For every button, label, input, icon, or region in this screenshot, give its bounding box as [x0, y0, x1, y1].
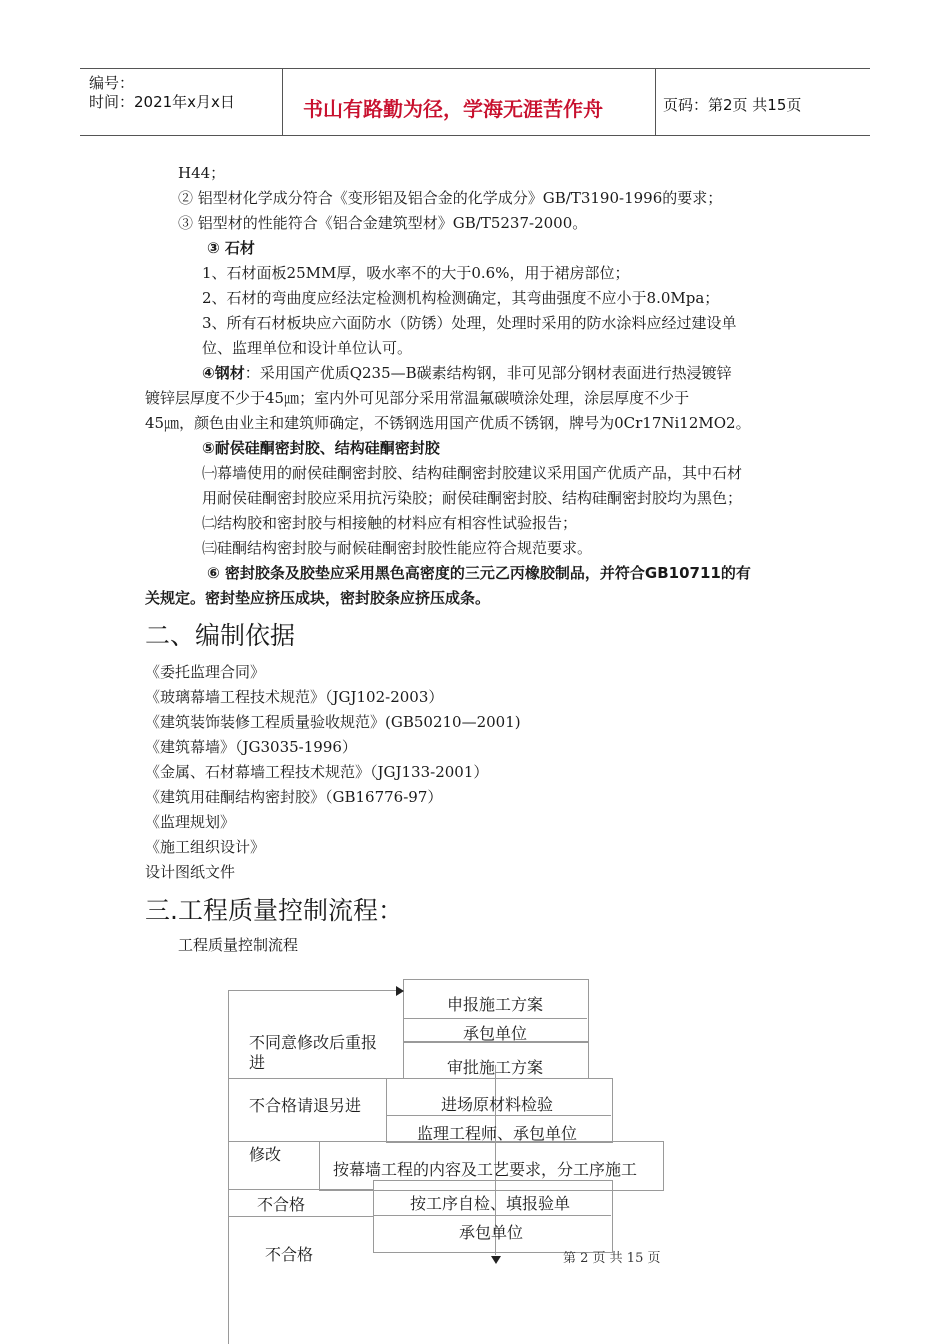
gasket-text-a: ⑥ 密封胶条及胶垫应采用黑色高密度的三元乙丙橡胶制品，并符合GB10711的有 — [207, 564, 751, 582]
basis-item: 《建筑用硅酮结构密封胶》（GB16776-97） — [145, 788, 443, 806]
stone-title: ③ 石材 — [207, 239, 255, 257]
basis-item: 《玻璃幕墙工程技术规范》（JGJ102-2003） — [145, 688, 444, 706]
header-divider-right — [655, 68, 656, 135]
loop-line-2 — [228, 1078, 386, 1079]
basis-item: 《监理规划》 — [145, 813, 236, 831]
sealant-item-1b: 用耐侯硅酮密封胶应采用抗污染胶；耐侯硅酮密封胶、结构硅酮密封胶均为黑色； — [202, 489, 743, 507]
flow-heading: 三.工程质量控制流程： — [145, 896, 403, 925]
flow-box-submit-plan-divider — [403, 1018, 587, 1019]
basis-item: 设计图纸文件 — [145, 863, 236, 881]
loop-label-resubmit-a: 不同意修改后重报 — [249, 1033, 378, 1052]
basis-heading: 二、编制依据 — [145, 621, 296, 650]
steel-text-b: 镀锌层厚度不少于45㎛；室内外可见部分采用常温氟碳喷涂处理，涂层厚度不少于 — [145, 389, 690, 407]
aluminium-item-3: ③ 铝型材的性能符合《铝合金建筑型材》GB/T5237-2000。 — [178, 214, 588, 232]
basis-item: 《委托监理合同》 — [145, 663, 266, 681]
basis-item: 《建筑幕墙》（JG3035-1996） — [145, 738, 357, 756]
header-divider-left — [282, 68, 283, 135]
basis-item: 《施工组织设计》 — [145, 838, 266, 856]
steel-paragraph-line1 — [202, 362, 732, 383]
steel-title: ④钢材 — [202, 364, 245, 382]
flow-self-check-title: 按工序自检、填报验单 — [410, 1194, 571, 1213]
gasket-text-b: 关规定。密封垫应挤压成块，密封胶条应挤压成条。 — [145, 589, 491, 607]
loop-outer-vertical — [228, 990, 229, 1344]
flow-subheading: 工程质量控制流程 — [178, 936, 299, 954]
header-bottom-rule — [80, 135, 870, 136]
stone-item-2: 2、石材的弯曲度应经法定检测机构检测确定，其弯曲强度不应小于8.0Mpa； — [202, 289, 720, 307]
stone-item-3b: 位、监理单位和设计单位认可。 — [202, 339, 413, 357]
basis-item: 《建筑装饰装修工程质量验收规范》(GB50210—2001) — [145, 713, 521, 731]
loop-label-resubmit-b: 进 — [249, 1053, 266, 1072]
loop-label-fail-1: 不合格 — [257, 1195, 306, 1214]
stone-item-1: 1、石材面板25MM厚，吸水率不的大于0.6%，用于裙房部位； — [202, 264, 630, 282]
stone-item-3a: 3、所有石材板块应六面防水（防锈）处理，处理时采用的防水涂料应经过建设单 — [202, 314, 737, 332]
flow-down-arrow — [491, 1256, 501, 1264]
flow-box-material-check-divider — [386, 1115, 611, 1116]
loop-line-4 — [228, 1189, 373, 1190]
flow-submit-plan-title: 申报施工方案 — [447, 995, 544, 1014]
basis-item: 《金属、石材幕墙工程技术规范》（JGJ133-2001） — [145, 763, 489, 781]
flow-self-check-sub: 承包单位 — [459, 1223, 524, 1242]
sealant-item-3: ㈢硅酮结构密封胶与耐候硅酮密封胶性能应符合规范要求。 — [202, 539, 593, 557]
sealant-item-1a: ㈠幕墙使用的耐侯硅酮密封胶、结构硅酮密封胶建议采用国产优质产品，其中石材 — [202, 464, 743, 482]
flow-submit-plan-sub: 承包单位 — [463, 1024, 528, 1043]
header-motto: 书山有路勤为径，学海无涯苦作舟 — [303, 97, 603, 121]
flow-material-check-sub: 监理工程师、承包单位 — [417, 1124, 578, 1143]
loop-top-horizontal — [228, 990, 396, 991]
flow-approve-plan-title: 审批施工方案 — [447, 1058, 544, 1077]
header-number-label: 编号： — [89, 74, 135, 92]
loop-top-arrow — [396, 986, 404, 996]
steel-text-a: ：采用国产优质Q235—B碳素结构钢，非可见部分钢材表面进行热浸镀锌 — [244, 364, 732, 382]
flow-box-self-check-divider — [373, 1215, 611, 1216]
material-h44: H44； — [178, 164, 226, 182]
header-time-label: 时间：2021年x月x日 — [89, 93, 235, 111]
loop-label-reject-material: 不合格请退另进 — [249, 1096, 362, 1115]
flow-construction-title: 按幕墙工程的内容及工艺要求，分工序施工 — [333, 1160, 638, 1179]
loop-label-modify: 修改 — [249, 1145, 282, 1164]
loop-line-5 — [228, 1216, 373, 1217]
header-page-label: 页码：第2页 共15页 — [663, 96, 802, 114]
flow-material-check-title: 进场原材料检验 — [441, 1095, 554, 1114]
header-top-rule — [80, 68, 870, 69]
footer-page-number: 第 2 页 共 15 页 — [563, 1251, 661, 1266]
aluminium-item-2: ② 铝型材化学成分符合《变形铝及铝合金的化学成分》GB/T3190-1996的要求； — [178, 189, 723, 207]
loop-label-fail-2: 不合格 — [265, 1245, 314, 1264]
steel-text-c: 45㎛，颜色由业主和建筑师确定，不锈钢选用国产优质不锈钢，牌号为0Cr17Ni12MO2。 — [145, 414, 751, 432]
sealant-item-2: ㈡结构胶和密封胶与相接触的材料应有相容性试验报告； — [202, 514, 578, 532]
sealant-title: ⑤耐侯硅酮密封胶、结构硅酮密封胶 — [202, 439, 440, 457]
